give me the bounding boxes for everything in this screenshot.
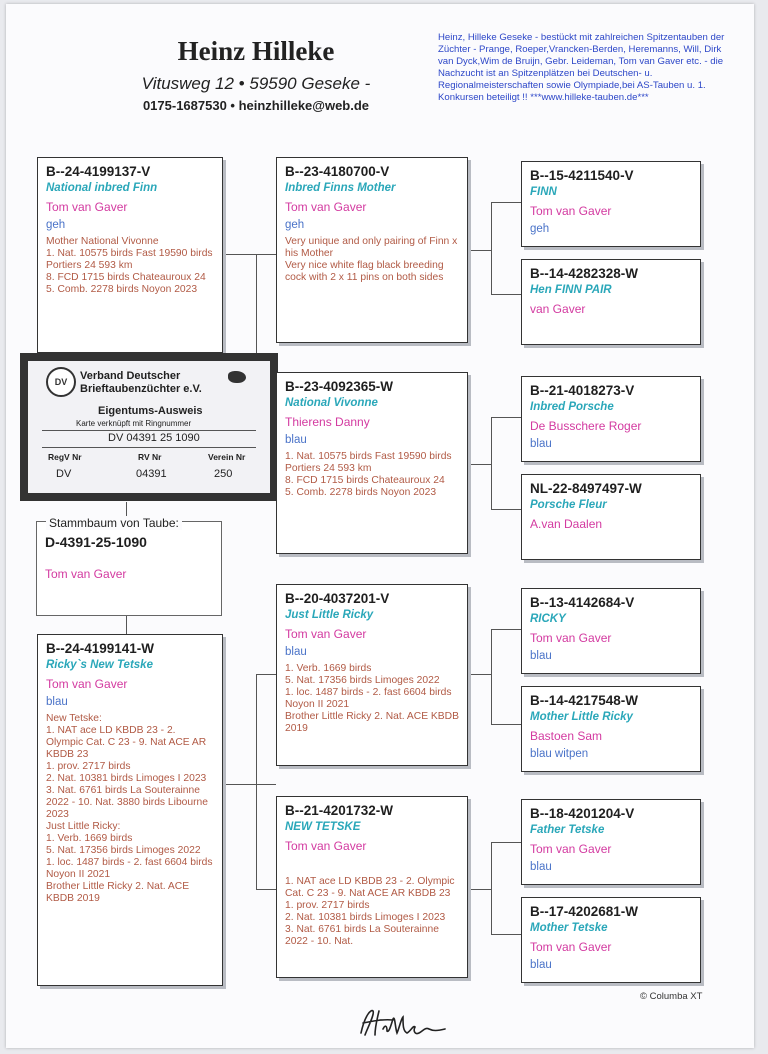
color: blau [530,959,552,971]
pigeon-name: Hen FINN PAIR [530,284,612,296]
note-line: 5. Nat. 17356 birds Limoges 2022 [285,675,440,686]
connector-line [256,674,257,889]
pigeon-name: Inbred Porsche [530,401,614,413]
breeder: Thierens Danny [285,415,370,429]
color: blau [46,696,68,708]
pigeon-name: Inbred Finns Mother [285,182,396,194]
great-grandparent-card [521,259,701,345]
subject-card [36,521,222,616]
pigeon-name: NEW TETSKE [285,821,361,833]
breeder: Tom van Gaver [530,631,612,645]
notes [285,663,459,735]
color: geh [46,219,66,231]
ring-number: B--21-4018273-V [530,383,635,398]
connector-line [491,934,521,935]
ring-number: B--23-4092365-W [285,379,394,394]
connector-line [491,629,492,724]
note-line: 1. prov. 2717 birds [285,900,370,911]
ring-number: B--24-4199141-W [46,641,155,656]
great-grandparent-card [521,376,701,462]
divider [42,447,256,448]
note-line: Brother Little Ricky 2. Nat. ACE KBDB 2019 [285,711,459,734]
dam-sire-card [276,584,468,766]
ring-number: B--14-4217548-W [530,693,639,708]
breeder-contact: 0175-1687530 • heinzhilleke@web.de [142,98,370,113]
great-grandparent-card [521,897,701,983]
color: blau [285,646,307,658]
pigeon-name: National Vivonne [285,397,378,409]
breeder: Tom van Gaver [530,842,612,856]
breeder: Tom van Gaver [530,204,612,218]
note-line: 3. Nat. 6761 birds La Souterainne 2022 - 10. Nat. [285,924,439,947]
notes [285,236,459,284]
notes [285,451,459,499]
great-grandparent-card [521,161,701,247]
connector-line [256,889,276,890]
connector-line [467,674,491,675]
note-line: 1. Nat. 10575 birds Fast 19590 birds Portiers 24 593 km [46,248,213,271]
breeder: De Busschere Roger [530,419,642,433]
great-grandparent-card [521,686,701,772]
pigeon-name: Just Little Ricky [285,609,374,621]
connector-line [126,616,127,636]
breeder: van Gaver [530,302,586,316]
note-line: Just Little Ricky: [46,821,121,832]
great-grandparent-card [521,799,701,885]
ownership-card [20,353,278,501]
pigeon-name: National inbred Finn [46,182,158,194]
breeder: Tom van Gaver [46,677,128,691]
connector-line [221,784,276,785]
note-line: 1. Nat. 10575 birds Fast 19590 birds Portiers 24 593 km [285,451,452,474]
breeder: Tom van Gaver [46,200,128,214]
connector-line [491,294,521,295]
regv-label: RegV Nr [48,452,82,462]
connector-line [467,464,491,465]
ring-number: B--24-4199137-V [46,164,151,179]
connector-line [491,629,521,630]
great-grandparent-card [521,588,701,674]
pigeon-name: Mother Little Ricky [530,711,633,723]
pigeon-name: Ricky`s New Tetske [46,659,153,671]
connector-line [491,724,521,725]
pigeon-name: Father Tetske [530,824,605,836]
color: blau [530,650,552,662]
copyright: © Columba XT [640,991,703,1002]
connector-line [491,202,492,294]
connector-line [491,842,521,843]
color: blau [285,434,307,446]
dam-dam-card [276,796,468,978]
ring-number: B--21-4201732-W [285,803,394,818]
ring-number: B--18-4201204-V [530,806,635,821]
color: geh [530,223,550,235]
note-line: 5. Comb. 2278 birds Noyon 2023 [285,487,437,498]
connector-line [221,254,276,255]
color: blau witpen [530,748,589,760]
note-line: Very unique and only pairing of Finn x his Mother [285,236,458,259]
color: blau [530,438,552,450]
pedigree-sheet [6,4,754,1048]
pedigree-label: Stammbaum von Taube: [46,516,182,530]
note-line: 1. Verb. 1669 birds [46,833,133,844]
dam-card [37,634,223,986]
org-name [80,370,202,396]
connector-line [491,417,521,418]
pigeon-name: Porsche Fleur [530,499,607,511]
ring-number: D-4391-25-1090 [45,534,147,550]
breeder: Tom van Gaver [530,940,612,954]
note-line: Very nice white flag black breeding cock with 2 x 11 pins on both sides [285,260,444,283]
ring-number: B--23-4180700-V [285,164,390,179]
note-line: 5. Nat. 17356 birds Limoges 2022 [46,845,201,856]
pigeon-name: RICKY [530,613,566,625]
note-line: 1. loc. 1487 birds - 2. fast 6604 birds Noyon II 2021 [285,687,452,710]
pigeon-name: FINN [530,186,557,198]
org-line: Brieftaubenzüchter e.V. [80,383,202,395]
connector-line [491,842,492,934]
notes [285,876,459,948]
rv-value: 04391 [136,468,167,480]
verein-label: Verein Nr [208,452,246,462]
pigeon-name: Mother Tetske [530,922,608,934]
ring-number: NL-22-8497497-W [530,481,642,496]
ring-number: B--14-4282328-W [530,266,639,281]
note-line: 2. Nat. 10381 birds Limoges I 2023 [285,912,446,923]
breeder: Bastoen Sam [530,729,603,743]
regv-value: DV [56,468,72,480]
org-line: Verband Deutscher [80,370,181,382]
ring-number: B--17-4202681-W [530,904,639,919]
note-line: New Tetske: [46,713,102,724]
breeder: Tom van Gaver [285,839,367,853]
note-line: Mother National Vivonne [46,236,159,247]
breeder-name-title: Heinz Hilleke [177,36,335,66]
note-line: 1. prov. 2717 birds [46,761,131,772]
connector-line [467,889,491,890]
great-grandparent-card [521,474,701,560]
note-line: 5. Comb. 2278 birds Noyon 2023 [46,284,198,295]
pigeon-icon [228,371,246,383]
note-line: 1. NAT ace LD KBDB 23 - 2. Olympic Cat. C 23 - 9. Nat ACE AR KBDB 23 [46,725,207,760]
connector-line [491,417,492,509]
breeder-blurb: Heinz, Hilleke Geseke - bestückt mit zahlreichen Spitzentauben der Züchter - Prange, Roeper,Vrancken-Berden, Heremanns, Will, Dirk van Dyck,Wim de Bruijn, Gebr. Leideman, Tom van Gaver etc. - die Nachzucht ist an Spitzenplätzen bei Deutschen- u. Regionalmeisterschaften sowie Olympiade,bei AS-Tauben u. 1. Konkursen beteiligt !! ***www.hilleke-tauben.de*** [438,32,725,103]
note-line: 1. loc. 1487 birds - 2. fast 6604 birds Noyon II 2021 [46,857,213,880]
note-line: 3. Nat. 6761 birds La Souterainne 2022 - 10. Nat. 3880 birds Libourne 2023 [46,785,209,820]
color: blau [530,861,552,873]
signature [353,1005,453,1044]
connector-line [467,250,491,251]
breeder: A.van Daalen [530,517,603,531]
connector-line [491,509,521,510]
color: geh [285,219,305,231]
connector-line [491,202,521,203]
verein-value: 250 [214,468,233,480]
breeder: Tom van Gaver [45,567,127,581]
connector-line [256,674,276,675]
notes [46,236,214,296]
note-line: 2. Nat. 10381 birds Limoges I 2023 [46,773,207,784]
divider [42,430,256,431]
notes [46,713,214,905]
note-line: 1. Verb. 1669 birds [285,663,372,674]
sire-card [37,157,223,353]
rv-label: RV Nr [138,452,162,462]
breeder: Tom van Gaver [285,627,367,641]
breeder-address: Vitusweg 12 • 59590 Geseke - [141,74,371,93]
card-number: DV 04391 25 1090 [108,432,200,444]
ring-number: B--20-4037201-V [285,591,390,606]
card-title: Eigentums-Ausweis [98,405,203,417]
note-line: 8. FCD 1715 birds Chateauroux 24 [285,475,445,486]
note-line: 1. NAT ace LD KBDB 23 - 2. Olympic Cat. C 23 - 9. Nat ACE AR KBDB 23 [285,876,455,899]
card-subtitle: Karte verknüpft mit Ringnummer [76,419,192,428]
sire-dam-card [276,372,468,554]
vdb-logo: DV [46,367,76,397]
note-line: 8. FCD 1715 birds Chateauroux 24 [46,272,206,283]
ring-number: B--15-4211540-V [530,168,634,183]
sire-sire-card [276,157,468,343]
note-line: Brother Little Ricky 2. Nat. ACE KBDB 2019 [46,881,190,904]
ring-number: B--13-4142684-V [530,595,635,610]
breeder: Tom van Gaver [285,200,367,214]
